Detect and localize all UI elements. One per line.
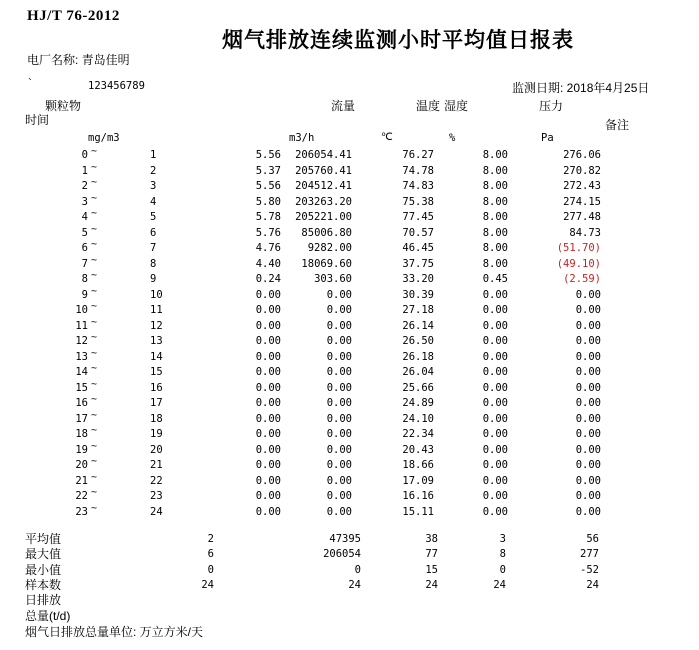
hour-from-value: 19 (75, 443, 88, 456)
summary-temperature-value: 77 (425, 548, 438, 561)
humidity-value: 0.00 (482, 397, 508, 409)
dust-value: 0.24 (255, 273, 281, 285)
page-title: 烟气排放连续监测小时平均值日报表 (222, 29, 574, 52)
unit-humidity: % (449, 132, 456, 144)
table-row (0, 192, 699, 211)
flow-value: 206054.41 (295, 149, 352, 161)
tilde-icon: ~ (91, 316, 98, 328)
hour-to-value: 4 (150, 195, 157, 208)
hour-from-value: 14 (75, 366, 88, 378)
table-row (0, 241, 699, 257)
temperature-value: 15.11 (402, 505, 434, 518)
dust-value: 5.37 (255, 164, 281, 177)
temperature-value: 75.38 (402, 195, 434, 208)
hour-to-value: 5 (150, 211, 157, 223)
pressure-value: 0.00 (575, 335, 601, 347)
hour-to-value: 19 (150, 428, 163, 440)
pressure-value: 277.48 (563, 211, 601, 223)
tilde-icon: ~ (91, 285, 98, 297)
temperature-value: 77.45 (402, 211, 434, 223)
dust-value: 0.00 (255, 288, 281, 301)
dust-value: 0.00 (255, 397, 281, 409)
dust-value: 0.00 (255, 319, 281, 332)
summary-row (0, 578, 699, 594)
table-row (0, 210, 699, 226)
hour-to-value: 1 (150, 149, 157, 161)
stack-id: 123456789 (88, 80, 145, 92)
hour-to-value: 20 (150, 443, 163, 456)
temperature-value: 74.83 (402, 180, 434, 192)
temperature-value: 16.16 (402, 490, 434, 502)
pressure-value: 270.82 (563, 164, 601, 177)
humidity-value: 0.45 (482, 273, 508, 285)
table-row (0, 161, 699, 180)
pressure-value: 0.00 (575, 366, 601, 378)
pressure-value: 0.00 (575, 350, 601, 363)
pressure-value: 0.00 (575, 397, 601, 409)
flow-value: 0.00 (326, 366, 352, 378)
unit-flow: m3/h (289, 132, 315, 144)
hour-to-value: 12 (150, 319, 163, 332)
dust-value: 5.56 (255, 149, 281, 161)
tilde-icon: ~ (91, 425, 98, 436)
hour-from-value: 22 (75, 490, 88, 502)
humidity-value: 0.00 (482, 350, 508, 363)
hour-from-value: 5 (81, 226, 88, 239)
dust-value: 0.00 (255, 350, 281, 363)
pressure-value: 0.00 (575, 304, 601, 316)
hour-to-value: 21 (150, 459, 163, 471)
summary-row (0, 532, 699, 548)
stack-mark: ` (28, 76, 32, 90)
dust-value: 0.00 (255, 459, 281, 471)
header-flow: 流量 (331, 99, 356, 113)
table-row (0, 440, 699, 459)
tilde-icon: ~ (91, 487, 98, 498)
hour-to-value: 23 (150, 490, 163, 502)
summary-label: 总量(t/d) (25, 608, 71, 623)
temperature-value: 25.66 (402, 381, 434, 394)
humidity-value: 8.00 (482, 242, 508, 254)
hour-to-value: 15 (150, 366, 163, 378)
pressure-value: 0.00 (575, 428, 601, 440)
standard-code: HJ/T 76-2012 (27, 8, 120, 24)
summary-dust-value: 0 (207, 563, 214, 576)
hour-from-value: 15 (75, 381, 88, 394)
flow-value: 204512.41 (295, 180, 352, 192)
dust-value: 0.00 (255, 304, 281, 316)
monitor-date-line: 监测日期: 2018年4月25日 (512, 81, 650, 95)
dust-value: 0.00 (255, 505, 281, 518)
footer-note: 烟气日排放总量单位: 万立方米/天 (25, 625, 204, 639)
table-row (0, 502, 699, 521)
humidity-value: 0.00 (482, 505, 508, 518)
temperature-value: 70.57 (402, 226, 434, 239)
dust-value: 0.00 (255, 443, 281, 456)
hour-to-value: 3 (150, 180, 157, 192)
humidity-value: 8.00 (482, 149, 508, 161)
tilde-icon: ~ (91, 146, 98, 157)
table-row (0, 285, 699, 304)
humidity-value: 0.00 (482, 335, 508, 347)
tilde-icon: ~ (91, 301, 98, 312)
hour-to-value: 24 (150, 505, 163, 518)
unit-pressure: Pa (541, 132, 554, 144)
hour-to-value: 7 (150, 242, 157, 254)
dust-value: 5.78 (255, 211, 281, 223)
summary-dust-value: 24 (201, 578, 214, 591)
hour-to-value: 2 (150, 164, 157, 177)
flow-value: 85006.80 (301, 226, 352, 239)
flow-value: 0.00 (326, 381, 352, 394)
pressure-value: 0.00 (575, 505, 601, 518)
summary-humidity-value: 8 (499, 548, 506, 561)
hour-from-value: 6 (81, 242, 88, 254)
hour-from-value: 12 (75, 335, 88, 347)
hour-to-value: 16 (150, 381, 163, 394)
temperature-value: 76.27 (402, 149, 434, 161)
hour-from-value: 2 (81, 180, 88, 192)
summary-humidity-value: 0 (499, 563, 506, 576)
header-temperature: 温度 (416, 99, 441, 113)
hour-from-value: 0 (81, 149, 88, 161)
temperature-value: 26.14 (402, 319, 434, 332)
humidity-value: 0.00 (482, 412, 508, 425)
flow-value: 0.00 (326, 490, 352, 502)
humidity-value: 8.00 (482, 211, 508, 223)
temperature-value: 26.04 (402, 366, 434, 378)
flow-value: 205760.41 (295, 164, 352, 177)
hour-from-value: 3 (81, 195, 88, 208)
table-row (0, 458, 699, 474)
humidity-value: 8.00 (482, 195, 508, 208)
table-row (0, 179, 699, 195)
plant-name-line: 电厂名称: 青岛佳明 (27, 53, 130, 67)
hour-from-value: 18 (75, 428, 88, 440)
summary-temperature-value: 38 (425, 533, 438, 545)
flow-value: 0.00 (326, 319, 352, 332)
hour-from-value: 4 (81, 211, 88, 223)
flow-value: 0.00 (326, 304, 352, 316)
tilde-icon: ~ (91, 177, 98, 188)
summary-label: 最小值 (25, 562, 62, 577)
hour-from-value: 17 (75, 412, 88, 425)
hour-from-value: 16 (75, 397, 88, 409)
tilde-icon: ~ (91, 208, 98, 219)
table-row (0, 365, 699, 381)
tilde-icon: ~ (91, 471, 98, 483)
flow-value: 0.00 (326, 288, 352, 301)
humidity-value: 8.00 (482, 164, 508, 177)
summary-pressure-value: 277 (580, 548, 599, 561)
flow-value: 0.00 (326, 443, 352, 456)
flow-value: 0.00 (326, 335, 352, 347)
humidity-value: 0.00 (482, 428, 508, 440)
dust-value: 5.56 (255, 180, 281, 192)
temperature-value: 30.39 (402, 288, 434, 301)
summary-pressure-value: 56 (586, 533, 599, 545)
hour-to-value: 6 (150, 226, 157, 239)
table-row (0, 471, 699, 490)
flow-value: 203263.20 (295, 195, 352, 208)
hour-from-value: 10 (75, 304, 88, 316)
tilde-icon: ~ (91, 347, 98, 359)
temperature-value: 24.89 (402, 397, 434, 409)
hour-from-value: 8 (81, 273, 88, 285)
table-row (0, 303, 699, 319)
temperature-value: 18.66 (402, 459, 434, 471)
pressure-value: 0.00 (575, 319, 601, 332)
humidity-value: 8.00 (482, 226, 508, 239)
dust-value: 0.00 (255, 335, 281, 347)
pressure-value: (2.59) (563, 273, 601, 285)
tilde-icon: ~ (91, 254, 98, 266)
hour-to-value: 9 (150, 273, 157, 285)
tilde-icon: ~ (91, 332, 98, 343)
header-humidity: 湿度 (444, 99, 469, 113)
flow-value: 0.00 (326, 505, 352, 518)
summary-flow-value: 24 (348, 578, 361, 591)
humidity-value: 0.00 (482, 319, 508, 332)
summary-row (0, 563, 699, 579)
flow-value: 0.00 (326, 474, 352, 487)
summary-flow-value: 0 (354, 563, 361, 576)
humidity-value: 0.00 (482, 490, 508, 502)
tilde-icon: ~ (91, 440, 98, 452)
pressure-value: 276.06 (563, 149, 601, 161)
dust-value: 0.00 (255, 490, 281, 502)
tilde-icon: ~ (91, 223, 98, 235)
temperature-value: 20.43 (402, 443, 434, 456)
pressure-value: 0.00 (575, 490, 601, 502)
humidity-value: 8.00 (482, 180, 508, 192)
humidity-value: 0.00 (482, 443, 508, 456)
summary-flow-value: 47395 (329, 533, 361, 545)
summary-label: 最大值 (25, 547, 62, 562)
temperature-value: 27.18 (402, 304, 434, 316)
unit-temperature: ℃ (381, 131, 393, 143)
hour-to-value: 10 (150, 288, 163, 301)
pressure-value: 272.43 (563, 180, 601, 192)
tilde-icon: ~ (91, 502, 98, 514)
hour-to-value: 8 (150, 257, 157, 270)
dust-value: 4.76 (255, 242, 281, 254)
header-pressure: 压力 (539, 99, 564, 113)
pressure-value: 0.00 (575, 288, 601, 301)
pressure-value: (49.10) (556, 257, 601, 270)
flow-value: 0.00 (326, 459, 352, 471)
table-row (0, 378, 699, 397)
tilde-icon: ~ (91, 378, 98, 390)
dust-value: 0.00 (255, 366, 281, 378)
humidity-value: 0.00 (482, 304, 508, 316)
flow-value: 0.00 (326, 350, 352, 363)
unit-pollutant: mg/m3 (88, 132, 120, 144)
tilde-icon: ~ (91, 239, 98, 250)
pressure-value: 0.00 (575, 381, 601, 394)
dust-value: 5.80 (255, 195, 281, 208)
tilde-icon: ~ (91, 394, 98, 405)
hour-to-value: 11 (150, 304, 163, 316)
summary-row (0, 547, 699, 563)
header-time: 时间 (25, 113, 50, 127)
hour-from-value: 11 (75, 319, 88, 332)
summary-label: 日排放 (25, 593, 62, 608)
tilde-icon: ~ (91, 192, 98, 204)
humidity-value: 0.00 (482, 474, 508, 487)
table-row (0, 223, 699, 242)
summary-temperature-value: 15 (425, 563, 438, 576)
table-row (0, 334, 699, 350)
summary-humidity-value: 3 (499, 533, 506, 545)
table-row (0, 148, 699, 164)
hour-to-value: 18 (150, 412, 163, 425)
tilde-icon: ~ (91, 270, 98, 281)
flow-value: 205221.00 (295, 211, 352, 223)
hour-to-value: 13 (150, 335, 163, 347)
table-row (0, 254, 699, 273)
dust-value: 0.00 (255, 428, 281, 440)
pressure-value: 0.00 (575, 474, 601, 487)
temperature-value: 22.34 (402, 428, 434, 440)
hour-from-value: 23 (75, 505, 88, 518)
hour-from-value: 1 (81, 164, 88, 177)
flow-value: 303.60 (314, 273, 352, 285)
summary-pressure-value: 24 (586, 578, 599, 591)
humidity-value: 0.00 (482, 288, 508, 301)
tilde-icon: ~ (91, 409, 98, 421)
pressure-value: 0.00 (575, 443, 601, 456)
dust-value: 0.00 (255, 474, 281, 487)
tilde-icon: ~ (91, 363, 98, 374)
summary-label: 样本数 (25, 577, 62, 592)
tilde-icon: ~ (91, 161, 98, 173)
flow-value: 18069.60 (301, 257, 352, 270)
flow-value: 0.00 (326, 412, 352, 425)
hour-from-value: 21 (75, 474, 88, 487)
temperature-value: 17.09 (402, 474, 434, 487)
temperature-value: 26.18 (402, 350, 434, 363)
hour-from-value: 7 (81, 257, 88, 270)
hour-to-value: 14 (150, 350, 163, 363)
temperature-value: 74.78 (402, 164, 434, 177)
pressure-value: 0.00 (575, 459, 601, 471)
table-row (0, 347, 699, 366)
dust-value: 5.76 (255, 226, 281, 239)
hour-from-value: 20 (75, 459, 88, 471)
table-row (0, 272, 699, 288)
flow-value: 9282.00 (307, 242, 352, 254)
tilde-icon: ~ (91, 456, 98, 467)
humidity-value: 0.00 (482, 381, 508, 394)
hour-from-value: 9 (81, 288, 88, 301)
humidity-value: 0.00 (482, 459, 508, 471)
temperature-value: 46.45 (402, 242, 434, 254)
dust-value: 4.40 (255, 257, 281, 270)
flow-value: 0.00 (326, 428, 352, 440)
table-row (0, 316, 699, 335)
temperature-value: 26.50 (402, 335, 434, 347)
temperature-value: 24.10 (402, 412, 434, 425)
hour-to-value: 17 (150, 397, 163, 409)
summary-flow-value: 206054 (323, 548, 361, 561)
summary-dust-value: 6 (207, 548, 214, 561)
hour-to-value: 22 (150, 474, 163, 487)
summary-row (0, 593, 699, 609)
table-row (0, 396, 699, 412)
pressure-value: 0.00 (575, 412, 601, 425)
table-row (0, 409, 699, 428)
summary-dust-value: 2 (207, 533, 214, 545)
header-remark: 备注 (605, 118, 630, 132)
summary-label: 平均值 (25, 532, 62, 546)
table-row (0, 427, 699, 443)
pressure-value: 84.73 (569, 226, 601, 239)
dust-value: 0.00 (255, 412, 281, 425)
humidity-value: 8.00 (482, 257, 508, 270)
pressure-value: 274.15 (563, 195, 601, 208)
summary-temperature-value: 24 (425, 578, 438, 591)
dust-value: 0.00 (255, 381, 281, 394)
table-row (0, 489, 699, 505)
temperature-value: 33.20 (402, 273, 434, 285)
humidity-value: 0.00 (482, 366, 508, 378)
temperature-value: 37.75 (402, 257, 434, 270)
flow-value: 0.00 (326, 397, 352, 409)
summary-pressure-value: -52 (580, 563, 599, 576)
pressure-value: (51.70) (556, 242, 601, 254)
summary-humidity-value: 24 (493, 578, 506, 591)
header-pollutant: 颗粒物 (45, 99, 82, 113)
hour-from-value: 13 (75, 350, 88, 363)
